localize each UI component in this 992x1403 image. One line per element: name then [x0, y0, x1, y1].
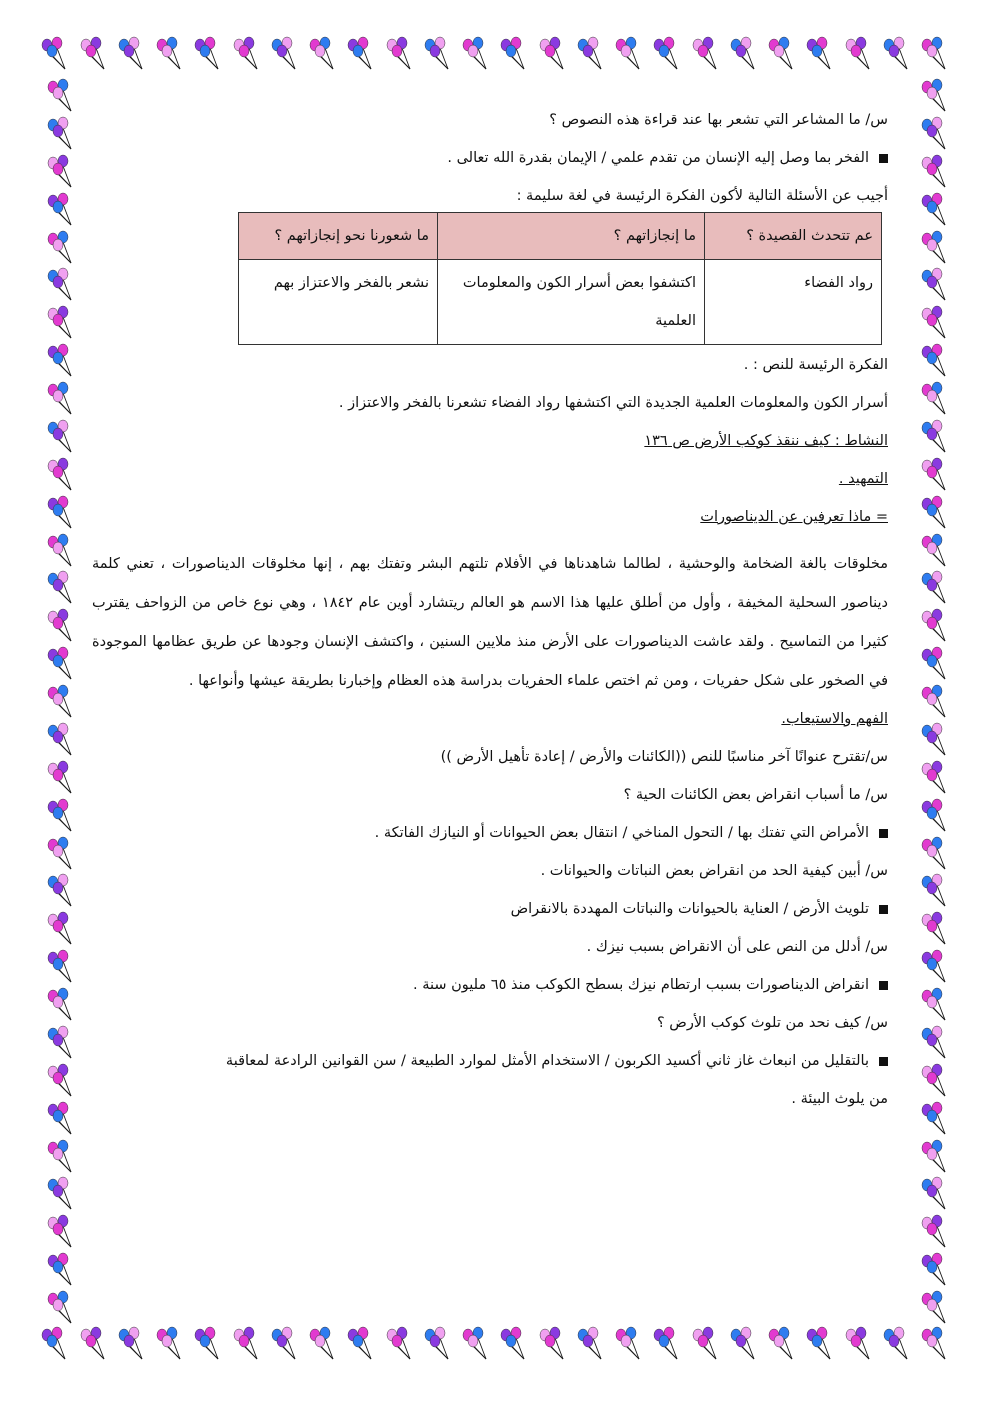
balloon-bunch-icon — [44, 911, 80, 947]
balloon-bunch-icon — [44, 949, 80, 985]
balloon-bunch-icon — [44, 457, 80, 493]
balloon-bunch-icon — [650, 1326, 686, 1362]
balloon-bunch-icon — [918, 1139, 954, 1175]
balloon-bunch-icon — [803, 36, 839, 72]
balloon-bunch-icon — [44, 1176, 80, 1212]
balloon-bunch-icon — [44, 381, 80, 417]
table-header-row — [239, 213, 882, 260]
balloon-bunch-icon — [44, 570, 80, 606]
balloon-bunch-icon — [383, 36, 419, 72]
answer-reasons-text: الأمراض التي تفتك بها / التحول المناخي / انتقال بعض الحيوانات أو النيازك الفاتكة . — [374, 825, 869, 841]
balloon-bunch-icon — [727, 1326, 763, 1362]
balloon-bunch-icon — [44, 722, 80, 758]
balloon-bunch-icon — [918, 533, 954, 569]
balloon-bunch-icon — [918, 230, 954, 266]
dinosaur-question: = ماذا تعرفين عن الديناصورات — [700, 509, 888, 525]
question-limit: س/ أبين كيفية الحد من انقراض بعض النباتات والحيوانات . — [540, 863, 888, 879]
main-idea-text: أسرار الكون والمعلومات العلمية الجديدة التي اكتشفها رواد الفضاء تشعرنا بالفخر والاعتزاز . — [338, 395, 888, 411]
balloon-bunch-icon — [191, 36, 227, 72]
question-pollution: س/ كيف نحد من تلوث كوكب الأرض ؟ — [657, 1015, 888, 1031]
balloon-bunch-icon — [536, 1326, 572, 1362]
balloon-bunch-icon — [44, 533, 80, 569]
balloon-bunch-icon — [842, 36, 878, 72]
balloon-bunch-icon — [727, 36, 763, 72]
balloon-bunch-icon — [918, 836, 954, 872]
balloon-bunch-icon — [459, 36, 495, 72]
bullet-icon — [879, 1057, 888, 1066]
balloon-bunch-icon — [765, 36, 801, 72]
balloon-bunch-icon — [44, 343, 80, 379]
balloon-bunch-icon — [153, 1326, 189, 1362]
question-reasons: س/ ما أسباب انقراض بعض الكائنات الحية ؟ — [623, 787, 888, 803]
main-idea-table — [238, 212, 882, 345]
balloon-bunch-icon — [918, 646, 954, 682]
balloon-bunch-icon — [918, 684, 954, 720]
balloon-bunch-icon — [44, 1252, 80, 1288]
balloon-bunch-icon — [44, 154, 80, 190]
balloon-bunch-icon — [268, 36, 304, 72]
balloon-bunch-icon — [421, 36, 457, 72]
balloon-bunch-icon — [880, 36, 916, 72]
activity-heading: النشاط : كيف ننقذ كوكب الأرض ص ١٣٦ — [644, 433, 888, 449]
balloon-bunch-icon — [421, 1326, 457, 1362]
balloon-bunch-icon — [344, 36, 380, 72]
balloon-bunch-icon — [918, 608, 954, 644]
balloon-bunch-icon — [77, 1326, 113, 1362]
question-evidence: س/ أدلل من النص على أن الانقراض بسبب نيزك . — [586, 939, 888, 955]
balloon-bunch-icon — [918, 1063, 954, 1099]
bullet-icon — [879, 981, 888, 990]
balloon-bunch-icon — [918, 1025, 954, 1061]
balloon-bunch-icon — [918, 381, 954, 417]
worksheet-content — [92, 104, 888, 1109]
table-header-cell: عم تتحدث القصيدة ؟ — [705, 213, 882, 260]
balloon-bunch-icon — [803, 1326, 839, 1362]
balloon-bunch-icon — [44, 1063, 80, 1099]
balloon-bunch-icon — [77, 36, 113, 72]
balloon-bunch-icon — [268, 1326, 304, 1362]
balloon-bunch-icon — [918, 36, 954, 72]
bullet-icon — [879, 829, 888, 838]
balloon-bunch-icon — [44, 1139, 80, 1175]
balloon-bunch-icon — [44, 267, 80, 303]
balloon-bunch-icon — [918, 267, 954, 303]
balloon-bunch-icon — [918, 305, 954, 341]
answer-evidence — [92, 975, 888, 995]
balloon-bunch-icon — [880, 1326, 916, 1362]
balloon-bunch-icon — [918, 1290, 954, 1326]
balloon-bunch-icon — [842, 1326, 878, 1362]
dinosaur-paragraph: مخلوقات بالغة الضخامة والوحشية ، لطالما شاهدناها في الأفلام تلتهم البشر وتفتك بهم ، إنها مخلوقات الديناصورات ، تعني كلمة ديناصور السحلية المخيفة ، وأول من أطلق عليها هذا الاسم هو العالم ريتشارد أوين عام ١٨٤٢ ، وهي نوع خاص من الزواحف يقترب كثيرا من التماسيح . ولقد عاشت الديناصورات على الأرض منذ ملايين السنين ، واكتشف الإنسان وجودها عن طريق عظامها الموجودة في الصخور على شكل حفريات ، ومن ثم اختص علماء الحفريات بدراسة هذه العظام وإخبارنا بطريقة عيشها وأنواعها . — [92, 556, 888, 689]
balloon-bunch-icon — [650, 36, 686, 72]
balloon-border-top — [38, 36, 954, 78]
answer-pollution-line1 — [92, 1051, 888, 1071]
instruction-main-idea: أجيب عن الأسئلة التالية لأكون الفكرة الرئيسة في لغة سليمة : — [516, 188, 888, 204]
bullet-icon — [879, 154, 888, 163]
balloon-bunch-icon — [44, 646, 80, 682]
balloon-bunch-icon — [612, 36, 648, 72]
balloon-bunch-icon — [765, 1326, 801, 1362]
balloon-bunch-icon — [44, 798, 80, 834]
balloon-bunch-icon — [918, 1252, 954, 1288]
answer-pollution-text: بالتقليل من انبعاث غاز ثاني أكسيد الكربون / الاستخدام الأمثل لموارد الطبيعة / سن القوانين الرادعة لمعاقبة — [225, 1053, 869, 1069]
balloon-bunch-icon — [44, 495, 80, 531]
balloon-bunch-icon — [230, 36, 266, 72]
balloon-bunch-icon — [918, 192, 954, 228]
comprehension-heading: الفهم والاستيعاب. — [781, 711, 888, 727]
answer-limit — [92, 899, 888, 919]
answer-reasons — [92, 823, 888, 843]
balloon-bunch-icon — [918, 1214, 954, 1250]
balloon-bunch-icon — [918, 78, 954, 114]
balloon-bunch-icon — [44, 1025, 80, 1061]
balloon-bunch-icon — [918, 343, 954, 379]
balloon-bunch-icon — [306, 36, 342, 72]
question-feelings: س/ ما المشاعر التي تشعر بها عند قراءة هذه النصوص ؟ — [549, 112, 888, 128]
balloon-bunch-icon — [153, 36, 189, 72]
table-header-cell: ما إنجازاتهم ؟ — [438, 213, 705, 260]
balloon-bunch-icon — [918, 987, 954, 1023]
intro-heading: التمهيد . — [838, 471, 888, 487]
balloon-bunch-icon — [918, 457, 954, 493]
balloon-bunch-icon — [38, 36, 74, 72]
balloon-bunch-icon — [44, 836, 80, 872]
table-cell: رواد الفضاء — [705, 260, 882, 345]
balloon-bunch-icon — [191, 1326, 227, 1362]
balloon-bunch-icon — [689, 1326, 725, 1362]
balloon-bunch-icon — [918, 570, 954, 606]
balloon-bunch-icon — [44, 78, 80, 114]
balloon-bunch-icon — [44, 684, 80, 720]
bullet-icon — [879, 905, 888, 914]
balloon-bunch-icon — [44, 1214, 80, 1250]
balloon-bunch-icon — [44, 192, 80, 228]
table-row — [239, 260, 882, 345]
balloon-bunch-icon — [574, 36, 610, 72]
balloon-bunch-icon — [44, 873, 80, 909]
answer-evidence-text: انقراض الديناصورات بسبب ارتطام نيزك بسطح الكوكب منذ ٦٥ مليون سنة . — [413, 977, 869, 993]
balloon-bunch-icon — [918, 154, 954, 190]
balloon-bunch-icon — [44, 230, 80, 266]
balloon-border-bottom — [38, 1326, 954, 1368]
answer-feelings — [92, 148, 888, 168]
balloon-bunch-icon — [44, 305, 80, 341]
balloon-bunch-icon — [230, 1326, 266, 1362]
balloon-bunch-icon — [918, 949, 954, 985]
balloon-bunch-icon — [918, 760, 954, 796]
balloon-bunch-icon — [44, 608, 80, 644]
balloon-bunch-icon — [44, 419, 80, 455]
question-title: س/تقترح عنوانًا آخر مناسبًا للنص ((الكائنات والأرض / إعادة تأهيل الأرض )) — [440, 749, 888, 765]
answer-pollution-line2: من يلوث البيئة . — [791, 1091, 888, 1107]
balloon-bunch-icon — [689, 36, 725, 72]
balloon-bunch-icon — [497, 1326, 533, 1362]
table-cell: نشعر بالفخر والاعتزاز بهم — [239, 260, 438, 345]
balloon-bunch-icon — [383, 1326, 419, 1362]
balloon-bunch-icon — [918, 1326, 954, 1362]
balloon-bunch-icon — [612, 1326, 648, 1362]
balloon-bunch-icon — [918, 798, 954, 834]
balloon-bunch-icon — [459, 1326, 495, 1362]
balloon-bunch-icon — [918, 873, 954, 909]
balloon-bunch-icon — [918, 722, 954, 758]
balloon-bunch-icon — [44, 760, 80, 796]
balloon-bunch-icon — [38, 1326, 74, 1362]
balloon-bunch-icon — [44, 1290, 80, 1326]
balloon-bunch-icon — [918, 495, 954, 531]
answer-feelings-text: الفخر بما وصل إليه الإنسان من تقدم علمي / الإيمان بقدرة الله تعالى . — [447, 150, 869, 166]
balloon-bunch-icon — [344, 1326, 380, 1362]
balloon-bunch-icon — [115, 36, 151, 72]
balloon-bunch-icon — [44, 987, 80, 1023]
table-cell: اكتشفوا بعض أسرار الكون والمعلومات العلمية — [438, 260, 705, 345]
balloon-bunch-icon — [115, 1326, 151, 1362]
balloon-bunch-icon — [918, 1176, 954, 1212]
main-idea-label: الفكرة الرئيسة للنص : . — [743, 357, 888, 373]
balloon-border-right — [912, 78, 954, 1326]
balloon-bunch-icon — [44, 1101, 80, 1137]
balloon-bunch-icon — [536, 36, 572, 72]
balloon-bunch-icon — [918, 911, 954, 947]
balloon-bunch-icon — [497, 36, 533, 72]
answer-limit-text: تلويث الأرض / العناية بالحيوانات والنباتات المهددة بالانقراض — [510, 901, 869, 917]
balloon-bunch-icon — [44, 116, 80, 152]
table-header-cell: ما شعورنا نحو إنجازاتهم ؟ — [239, 213, 438, 260]
balloon-bunch-icon — [918, 1101, 954, 1137]
balloon-bunch-icon — [918, 116, 954, 152]
balloon-bunch-icon — [306, 1326, 342, 1362]
balloon-bunch-icon — [574, 1326, 610, 1362]
balloon-bunch-icon — [918, 419, 954, 455]
balloon-border-left — [38, 78, 80, 1326]
